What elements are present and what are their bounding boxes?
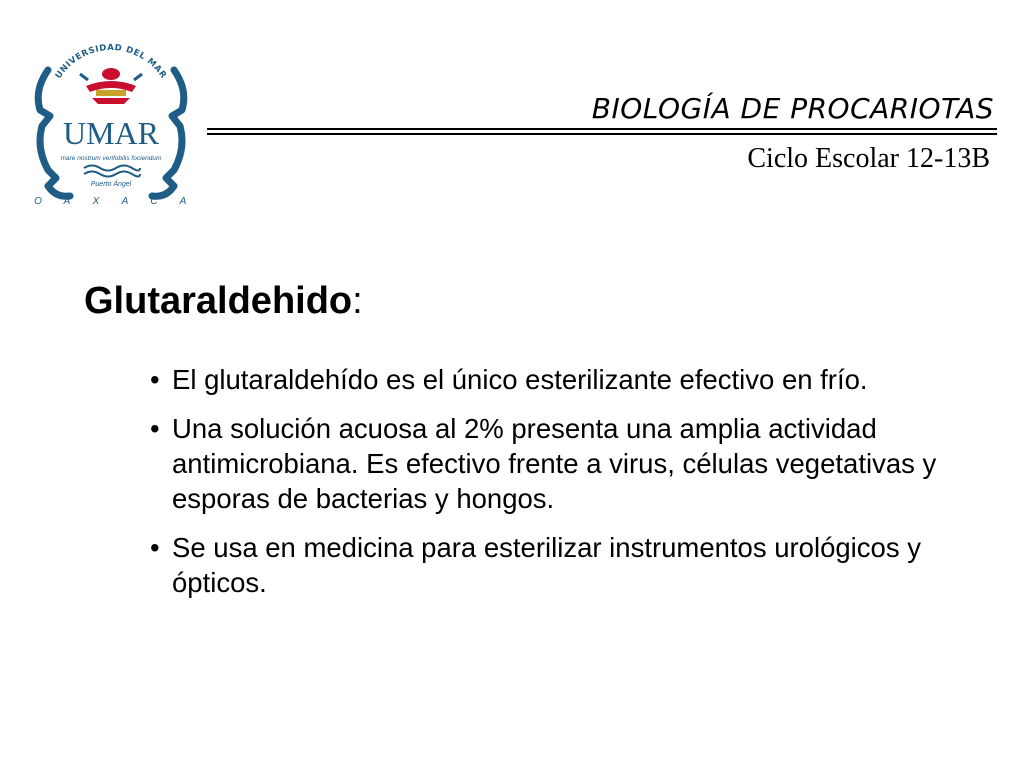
header-rule-top (207, 128, 997, 130)
logo-campus: Puerto Ángel (90, 181, 132, 188)
bullet-item (150, 411, 970, 516)
logo-state-letter: C (150, 196, 158, 207)
logo-arc-text: UNIVERSIDAD DEL MAR (53, 42, 169, 81)
bullet-icon: • (150, 413, 160, 444)
bullet-icon: • (150, 364, 160, 395)
logo-state-letter: O (34, 196, 42, 207)
header-rule-bottom (207, 133, 997, 135)
logo-state-letter: X (92, 196, 100, 207)
slide-title (84, 280, 363, 323)
slide-title-text: Glutaraldehido (84, 280, 353, 322)
bullet-text: Se usa en medicina para esterilizar instrumentos urológicos y ópticos. (172, 532, 921, 598)
bullet-list (150, 362, 970, 614)
course-title: BIOLOGÍA DE PROCARIOTAS (591, 92, 994, 125)
emblem-icon (80, 68, 142, 104)
bullet-item (150, 530, 970, 600)
bullet-text: El glutaraldehído es el único esterilizante efectivo en frío. (172, 364, 868, 395)
logo-state-letter: A (179, 196, 187, 207)
logo-monogram: UMAR (62, 115, 160, 151)
bullet-text: Una solución acuosa al 2% presenta una amplia actividad antimicrobiana. Es efectivo frente a virus, células vegetativas y esporas de bacterias y hongos. (172, 413, 937, 514)
logo-state-letter: A (63, 196, 71, 207)
bullet-icon: • (150, 532, 160, 563)
waves-icon (84, 166, 140, 177)
logo-state-letter: A (121, 196, 129, 207)
logo-motto: mare nostrum verifobilis fociendum (60, 155, 162, 162)
slide-title-colon: : (352, 280, 363, 322)
university-logo (26, 30, 196, 210)
school-cycle: Ciclo Escolar 12-13B (747, 143, 990, 174)
bullet-item (150, 362, 970, 397)
